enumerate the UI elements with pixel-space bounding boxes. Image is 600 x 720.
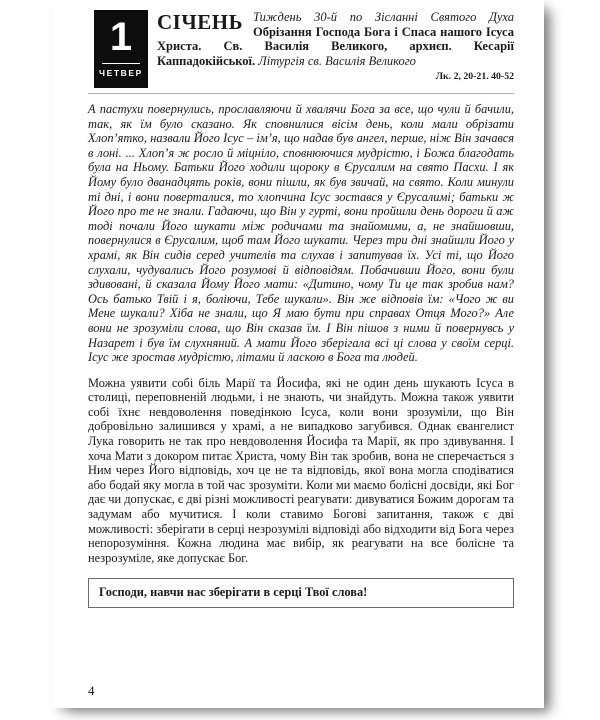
gospel-reading-text: А пастухи повернулись, прославляючи й хвалячи Бога за все, що чули й бачили, так, як їм було сказано. Як сповнилися вісім день, коли мали обрізати Хлоп’ятко, назвали Його Ісус – ім’я, що надав був ангел, перше, ніж Він зачався в лоні. ... Хлоп’я ж росло й міцніло, сповнюючися мудрістю, і Божа благодать була на Ньому. Батьки Його ходили щороку в Єрусалим на свято Пасхи. І як Йому було дванадцять років, вони пішли, як був звичай, на свято. Коли минули ті дні, і вони поверталися, то хлопчина Ісус зостався у Єрусалимі; батьки ж Його про те не знали. Гадаючи, що Він у гурті, вони пройшли день дороги й аж тоді почали Його шукати між родичами та знайомими, а, не знайшовши, повернулися в Єрусалим, щоб там Його шукати. Через три дні знайшли Його у храмі, як Він сидів серед учителів та слухав і запитував їх. Усі ті, що Його слухали, чудувались Його розумові й відповідям. Побачивши Його, вони були здивовані, й сказала Йому Його мати: «Дитино, чому Ти це так зробив нам? Ось батько Твій і я, боліючи, Тебе шукали». Він же відповів їм: «Чого ж ви Мене шукали? Хіба не знали, що Я маю бути при справах Отця Мого?» Але вони не зрозуміли слова, що Він сказав їм. І Він пішов з ними й повернувсь у Назарет і був їм слухняний. А мати Його зберігала всі ці слова у своїм серці. Ісус же зростав мудрістю, літами й ласкою в Бога та людей.	[88, 102, 514, 365]
reflection-text: Можна уявити собі біль Марії та Йосифа, які не один день шукають Ісуса в столиці, переповненій людьми, і не знають, чи знайдуть. Можна також уявити собі їхнє невдоволення поведінкою Ісуса, коли вони зрозуміли, що Він добровільно залишився у храмі, а не випадково загубився. Однак євангелист Лука говорить не так про невдоволення Йосифа та Марії, як про здивування. І хоча Мати з докором питає Христа, чому Він так зробив, вона не сперечається з Ним через Його відповідь, хоч це не та відповідь, якої вона могла сподіватися або бодай яку могла в той час зрозуміти. Коли ми маємо болісні досвіди, які Бог дає чи допускає, є дві різні можливості реагувати: дивуватися Божим дорогам та задумам або мучитися. І коли ставимо Богові запитання, також є дві можливості: зберігати в серці незрозумілі відповіді або відходити від Бога через непорозуміння. Кожна людина має вибір, як реагувати на все болісне та незрозуміле, яке допускає Бог.	[88, 375, 514, 565]
feast-line: Обрізання Господа Бога і Спаса нашого Ісуса Христа. Св. Василія Великого, архиєп. Кесарії Каппадокійської.	[157, 24, 514, 68]
date-box	[94, 10, 148, 88]
month-title: СІЧЕНЬ	[157, 10, 243, 34]
weekday-label: ЧЕТВЕР	[99, 68, 143, 78]
prayer-box	[88, 578, 514, 608]
header-divider	[88, 93, 514, 94]
reading-reference: Лк. 2, 20-21. 40-52	[435, 71, 514, 83]
day-number: 1	[109, 15, 133, 59]
prayer-text: Господи, навчи нас зберігати в серці Твої слова!	[99, 585, 368, 600]
week-line: Тиждень 30-й по Зісланні Святого Духа	[252, 10, 514, 24]
feast-paragraph	[157, 10, 514, 68]
header	[88, 10, 514, 88]
page-number: 4	[88, 683, 95, 698]
date-box-divider	[102, 63, 140, 64]
calendar-page	[52, 0, 544, 708]
liturgy-line: Літургія св. Василія Великого	[258, 53, 416, 68]
header-text	[157, 10, 514, 82]
